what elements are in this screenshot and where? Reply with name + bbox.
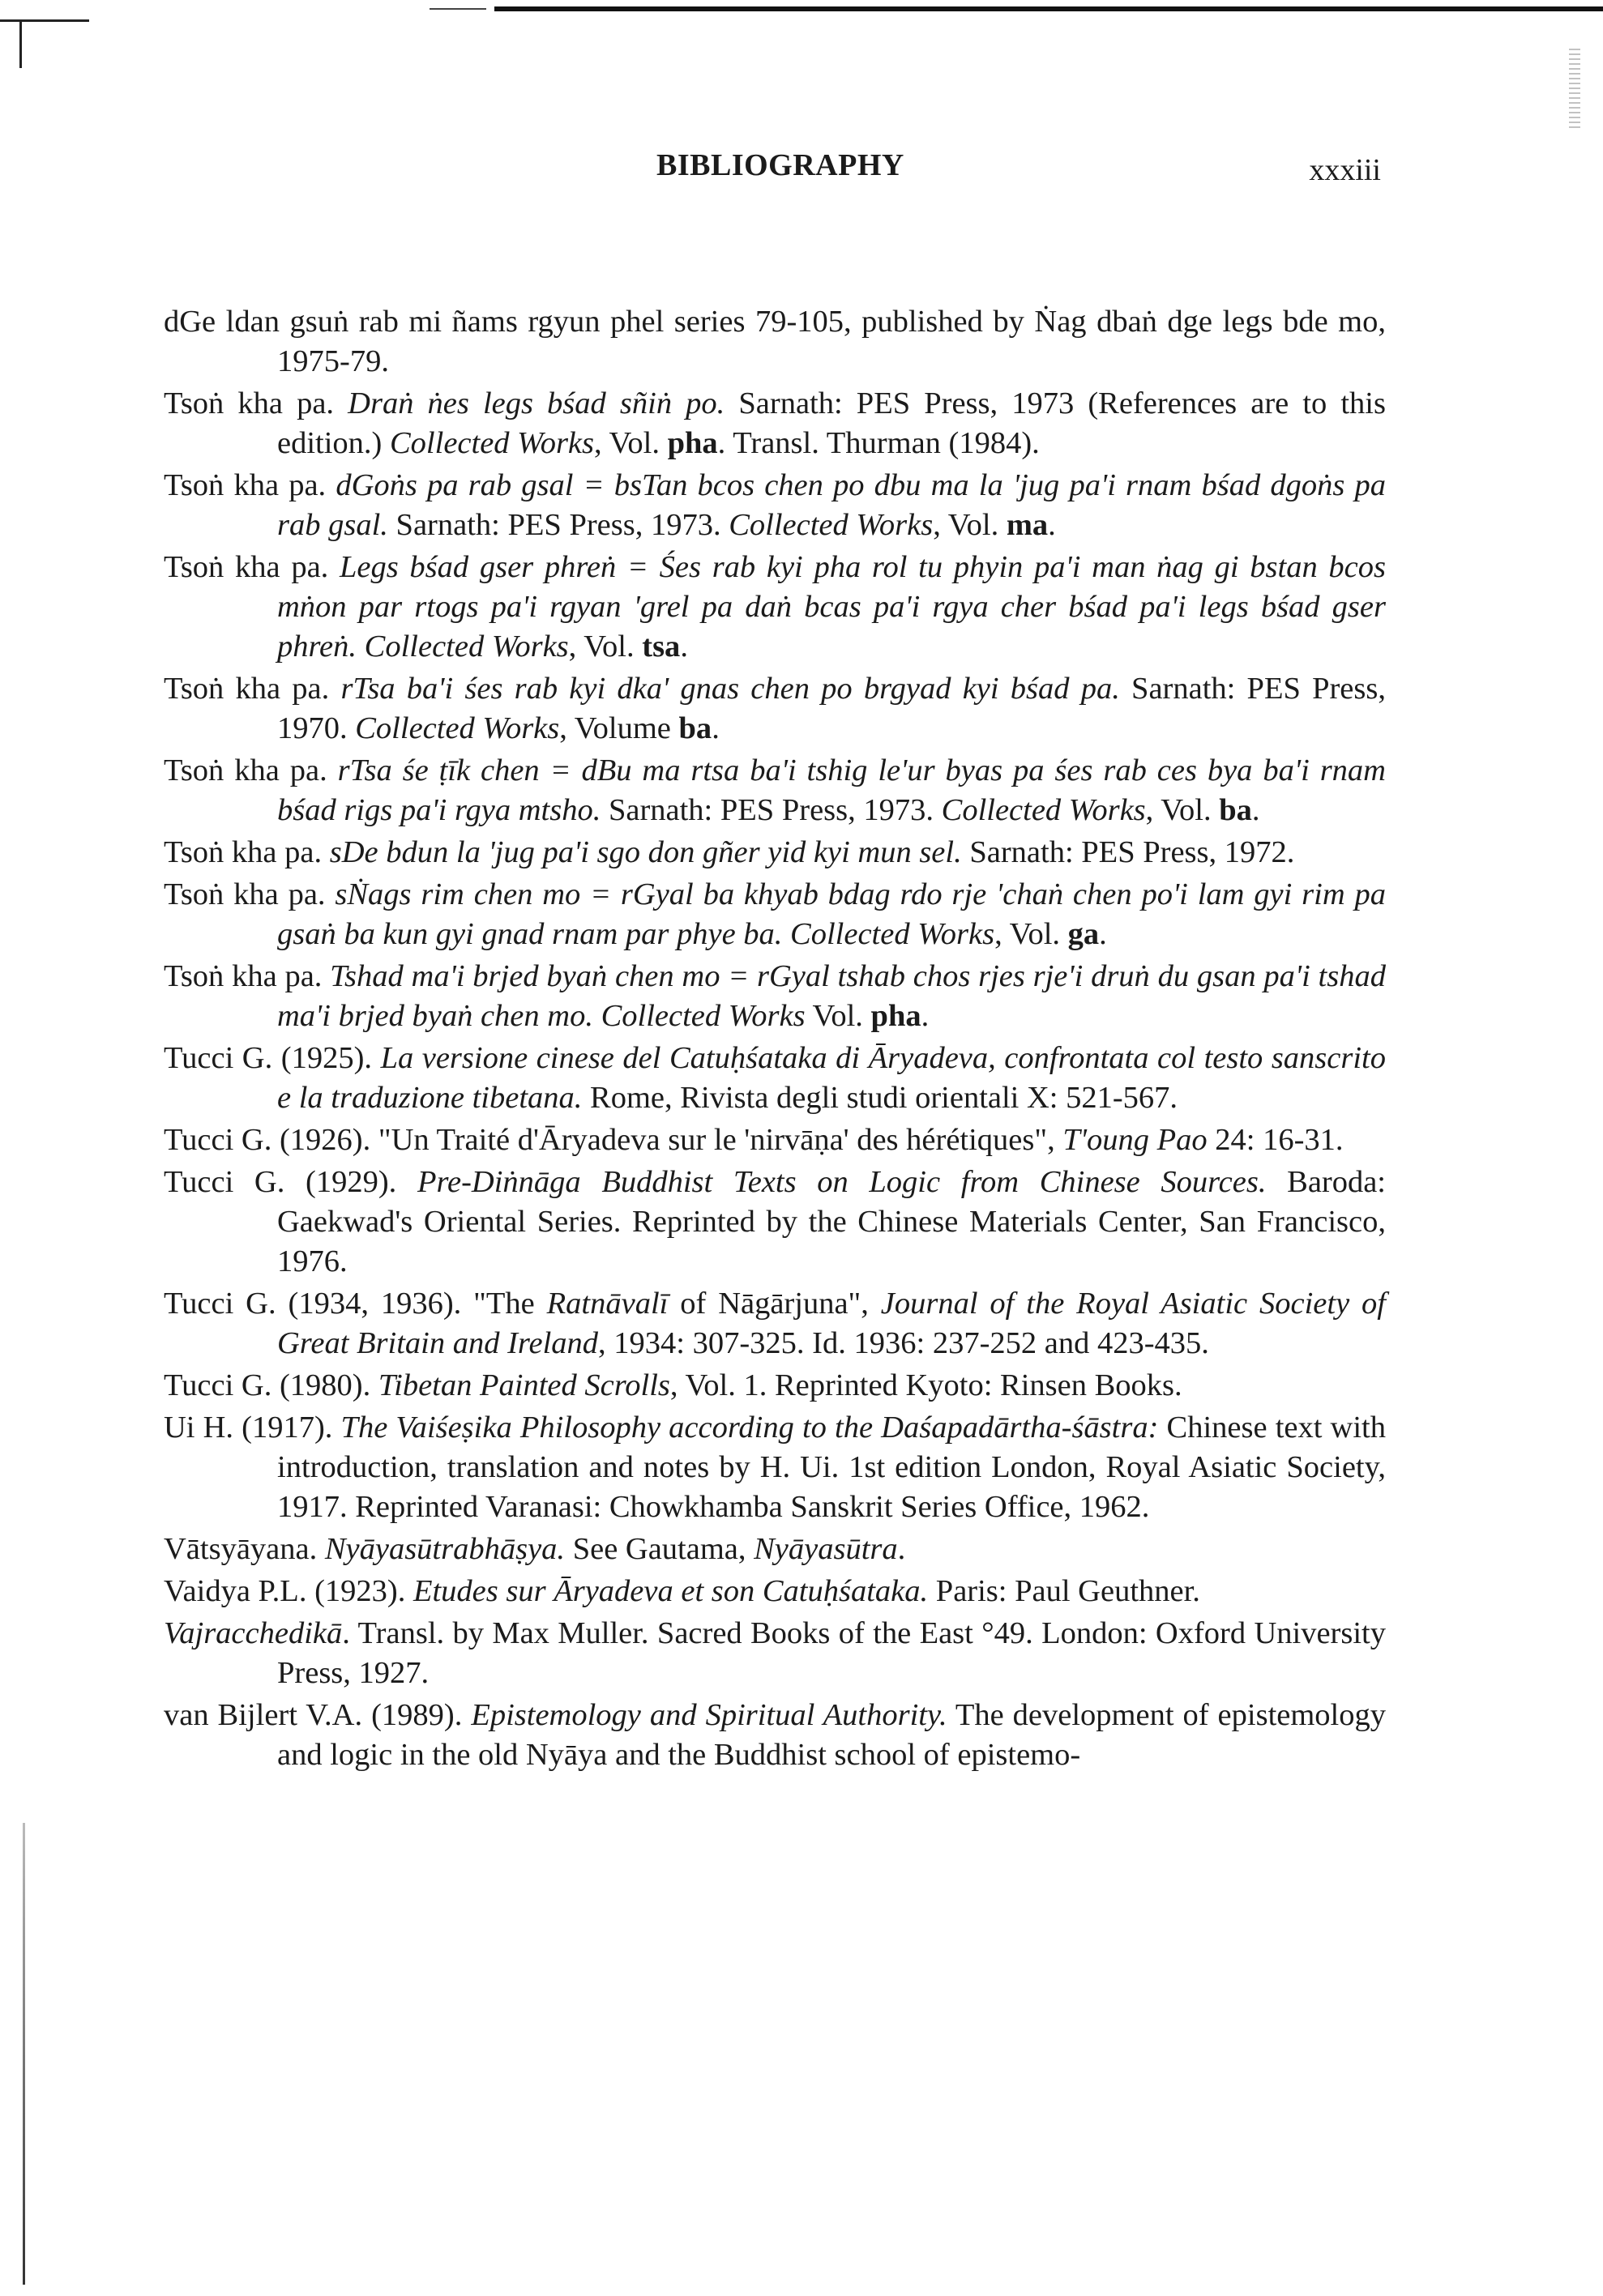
entry-text: Vol. [805, 999, 871, 1033]
entry-title-italic: rTsa ba'i śes rab kyi dka' gnas chen po brgyad kyi bśad pa. [340, 672, 1120, 706]
entry-volume-bold: ga [1067, 917, 1100, 951]
entry-title-italic: sDe bdun la 'jug pa'i sgo don gñer yid kyi mun sel. [329, 835, 962, 869]
entry-text [357, 629, 365, 664]
entry-text: , 1934: 307-325. Id. 1936: 237-252 and 423-435. [598, 1326, 1209, 1360]
bibliography-entry [164, 669, 1386, 749]
entry-author: Tsoṅ kha pa. [164, 959, 331, 993]
entry-title-italic: Collected Works [729, 508, 934, 542]
entry-text: , Vol. [568, 629, 643, 664]
bibliography-entry [164, 1572, 1386, 1611]
entry-title-italic: Journal of the Royal Asiatic Society of Great Britain and Ireland [277, 1287, 1386, 1360]
entry-text: of Nāgārjuna", [668, 1287, 881, 1321]
entry-text: Chinese text with introduction, translation and notes by H. Ui. 1st edition London, Royal Asiatic Society, 1917. Reprinted Varanasi: Chowkhamba Sanskrit Series Office, 1962. [277, 1410, 1386, 1524]
entry-title-italic: Draṅ ṅes legs bśad sñiṅ po. [348, 386, 725, 420]
entry-volume-bold: pha [667, 426, 718, 460]
entry-author: Tucci G. (1926). [164, 1123, 378, 1157]
entry-title-italic: Vajracchedikā [164, 1616, 343, 1650]
entry-title-italic: sṄags rim chen mo = rGyal ba khyab bdag rdo rje 'chaṅ chen po'i lam gyi rim pa gsaṅ ba kun gyi gnad rnam par phye ba. Collected Works [277, 877, 1386, 951]
entry-author: Tsoṅ kha pa. [164, 672, 341, 706]
entry-title-italic: rTsa śe ṭīk chen = dBu ma rtsa ba'i tshig le'ur byas pa śes rab ces bya ba'i rnam bśad rigs pa'i rgya mtsho. [277, 753, 1386, 827]
entry-text: , Vol. [594, 426, 668, 460]
page-number: xxxiii [1309, 153, 1381, 187]
crop-mark-horizontal [0, 19, 89, 22]
entry-text: . [897, 1532, 906, 1566]
entry-title-italic: Tibetan Painted Scrolls [378, 1368, 670, 1402]
entry-author: Tsoṅ kha pa. [164, 386, 348, 420]
entry-title-italic: Nyāyasūtrabhāṣya. [324, 1532, 566, 1566]
entry-author: Ui H. (1917). [164, 1410, 341, 1445]
entry-text: Sarnath: PES Press, 1973. [601, 793, 942, 827]
bibliography-entry [164, 1530, 1386, 1569]
entry-title-italic: Pre-Diṅnāga Buddhist Texts on Logic from Chinese Sources. [417, 1165, 1267, 1199]
entry-title-italic: The Vaiśeṣika Philosophy according to the Daśapadārtha-śāstra: [340, 1410, 1159, 1445]
entry-text: dGe ldan gsuṅ rab mi ñams rgyun phel series 79-105, published by Ṅag dbaṅ dge legs bde mo, 1975-79. [164, 305, 1386, 378]
entry-text: . Transl. Thurman (1984). [717, 426, 1040, 460]
entry-title-italic: Legs bśad gser phreṅ = Śes rab kyi pha rol tu phyin pa'i man ṅag gi bstan bcos mṅon par rtogs pa'i rgyan 'grel pa daṅ bcas pa'i rgya cher bśad pa'i legs bśad gser phreṅ. [277, 550, 1386, 664]
entry-title-italic: Collected Works [941, 793, 1146, 827]
entry-text: . [1251, 793, 1260, 827]
bibliography-entry [164, 302, 1386, 382]
bibliography-entry [164, 875, 1386, 954]
entry-text: , Volume [559, 711, 679, 745]
entry-title-italic: T'oung Pao [1062, 1123, 1208, 1157]
bibliography-list [164, 302, 1386, 1777]
bibliography-entry [164, 957, 1386, 1036]
entry-text: , Vol. [1145, 793, 1220, 827]
entry-title-italic: dGoṅs pa rab gsal = bsTan bcos chen po dbu ma la 'jug pa'i rnam bśad dgoṅs pa rab gsal. [277, 468, 1386, 542]
entry-text: . [1048, 508, 1056, 542]
entry-author: Tsoṅ kha pa. [164, 753, 338, 787]
entry-title-italic: Collected Works [390, 426, 594, 460]
running-head [0, 147, 1603, 196]
entry-text: 24: 16-31. [1207, 1123, 1344, 1157]
entry-author: Tucci G. (1925). [164, 1041, 381, 1075]
entry-text: The development of epistemology and logic in the old Nyāya and the Buddhist school of epistemo- [277, 1698, 1386, 1772]
entry-text: . [921, 999, 930, 1033]
entry-text: . Transl. by Max Muller. Sacred Books of the East °49. London: Oxford University Press, 1927. [277, 1616, 1386, 1690]
entry-text: "The [473, 1287, 547, 1321]
entry-text: Sarnath: PES Press, 1973 (References are to this edition.) [277, 386, 1386, 460]
bibliography-entry [164, 384, 1386, 463]
entry-title-italic: La versione cinese del Catuḥśataka di Āryadeva, confrontata col testo sanscrito e la traduzione tibetana. [277, 1041, 1386, 1115]
scan-edge-artifact [1569, 49, 1580, 130]
entry-author: van Bijlert V.A. (1989). [164, 1698, 472, 1732]
entry-author: Tsoṅ kha pa. [164, 835, 330, 869]
entry-text: "Un Traité d'Āryadeva sur le 'nirvāṇa' des hérétiques", [378, 1123, 1063, 1157]
bibliography-entry [164, 1614, 1386, 1693]
entry-author: Tsoṅ kha pa. [164, 550, 340, 584]
page-title: BIBLIOGRAPHY [656, 148, 904, 182]
entry-text: Paris: Paul Geuthner. [928, 1574, 1200, 1608]
bibliography-entry [164, 548, 1386, 667]
entry-title-italic: Ratnāvalī [546, 1287, 669, 1321]
entry-author: Vātsyāyana. [164, 1532, 325, 1566]
entry-title-italic: Epistemology and Spiritual Authority. [471, 1698, 947, 1732]
entry-text: , Vol. 1. Reprinted Kyoto: Rinsen Books. [669, 1368, 1182, 1402]
bibliography-entry [164, 1696, 1386, 1775]
top-rule-thin [430, 8, 486, 10]
bibliography-entry [164, 1284, 1386, 1364]
entry-author: Tucci G. (1980). [164, 1368, 378, 1402]
entry-text: Sarnath: PES Press, 1973. [387, 508, 729, 542]
entry-text: , Vol. [994, 917, 1068, 951]
entry-title-italic: Collected Works [355, 711, 560, 745]
bibliography-entry [164, 1120, 1386, 1160]
entry-text: See Gautama, [565, 1532, 754, 1566]
bibliography-entry [164, 1408, 1386, 1527]
top-rule [494, 6, 1603, 11]
bibliography-entry [164, 833, 1386, 873]
bibliography-entry [164, 1163, 1386, 1282]
entry-text: . [680, 629, 688, 664]
entry-text: Sarnath: PES Press, 1972. [961, 835, 1295, 869]
entry-volume-bold: ba [1219, 793, 1252, 827]
entry-text: , Vol. [933, 508, 1007, 542]
bibliography-entry [164, 1366, 1386, 1406]
entry-text: . [1099, 917, 1107, 951]
entry-text: Sarnath: PES Press, 1970. [277, 672, 1386, 745]
crop-mark-vertical [19, 19, 22, 68]
entry-text: Baroda: Gaekwad's Oriental Series. Reprinted by the Chinese Materials Center, San Francisco, 1976. [277, 1165, 1387, 1278]
entry-volume-bold: pha [870, 999, 921, 1033]
binding-edge-line [23, 1823, 25, 2285]
entry-title-italic: Etudes sur Āryadeva et son Catuḥśataka. [413, 1574, 929, 1608]
bibliography-entry [164, 751, 1386, 830]
entry-title-italic: Tshad ma'i brjed byaṅ chen mo = rGyal tshab chos rjes rje'i druṅ du gsan pa'i tshad ma'i brjed byaṅ chen mo. Collected Works [277, 959, 1386, 1033]
entry-title-italic: Nyāyasūtra [754, 1532, 898, 1566]
entry-author: Tucci G. (1934, 1936). [164, 1287, 474, 1321]
entry-volume-bold: tsa [642, 629, 681, 664]
bibliography-entry [164, 1039, 1386, 1118]
entry-volume-bold: ba [678, 711, 712, 745]
entry-author: Tsoṅ kha pa. [164, 877, 336, 911]
entry-author: Vaidya P.L. (1923). [164, 1574, 413, 1608]
entry-title-italic: Collected Works [364, 629, 569, 664]
entry-author: Tsoṅ kha pa. [164, 468, 336, 502]
entry-text: . [712, 711, 720, 745]
entry-volume-bold: ma [1006, 508, 1049, 542]
entry-text: Rome, Rivista degli studi orientali X: 521-567. [582, 1081, 1178, 1115]
bibliography-entry [164, 466, 1386, 545]
entry-author: Tucci G. (1929). [164, 1165, 417, 1199]
